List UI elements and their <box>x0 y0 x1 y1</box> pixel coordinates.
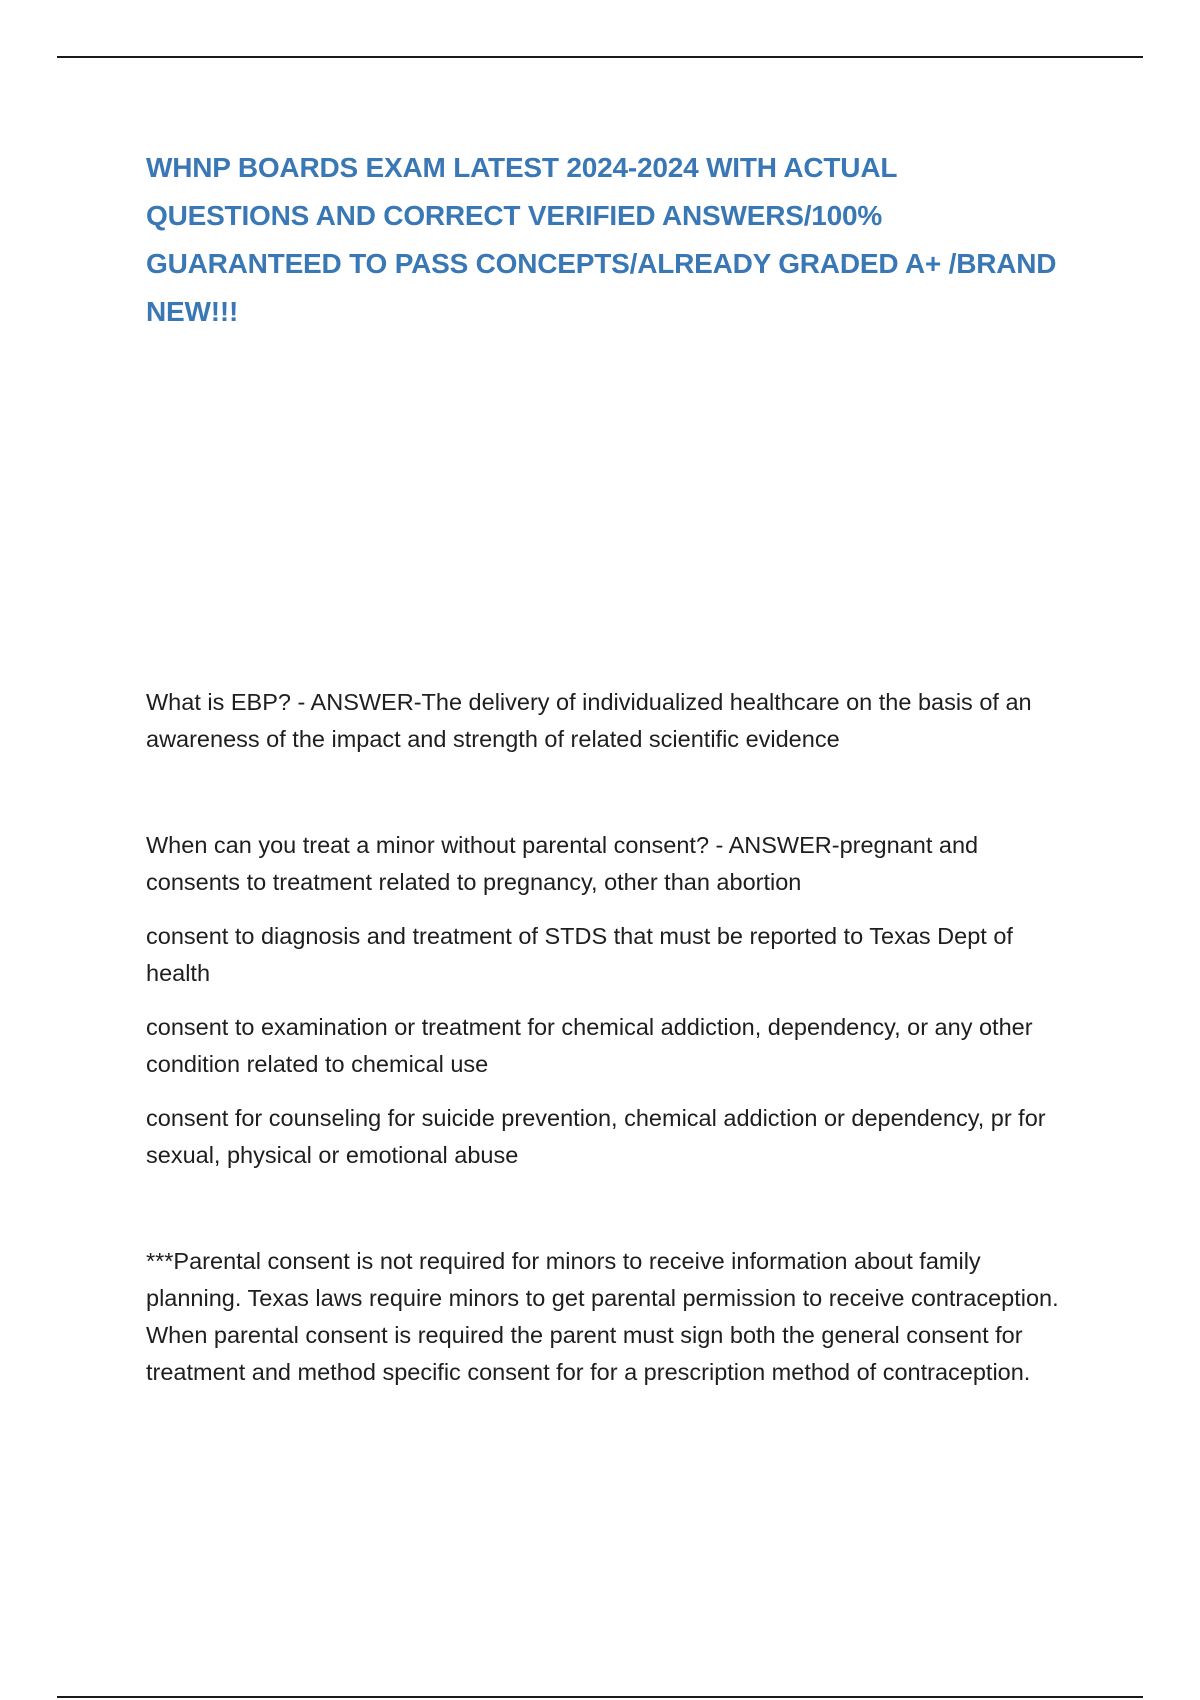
qa-ebp: What is EBP? - ANSWER-The delivery of individualized healthcare on the basis of an awareness of the impact and strength of related scientific evidence <box>146 689 1032 752</box>
qa-minor-consent: When can you treat a minor without parental consent? - ANSWER-pregnant and consents to treatment related to pregnancy, other than abortion <box>146 832 979 895</box>
answer-counseling: consent for counseling for suicide prevention, chemical addiction or dependency, pr for sexual, physical or emotional abuse <box>146 1105 1046 1168</box>
answer-stds: consent to diagnosis and treatment of STDS that must be reported to Texas Dept of health <box>146 923 1013 986</box>
bottom-rule <box>57 1696 1143 1698</box>
parental-consent-note: ***Parental consent is not required for minors to receive information about family planning. Texas laws require minors to get parental permission to receive contraception. When parental consent is required the parent must sign both the general consent for treatment and method specific consent for for a prescription method of contraception. <box>146 1248 1059 1385</box>
answer-chemical: consent to examination or treatment for chemical addiction, dependency, or any other condition related to chemical use <box>146 1014 1033 1077</box>
top-rule <box>57 56 1143 58</box>
document-title: WHNP BOARDS EXAM LATEST 2024-2024 WITH ACTUAL QUESTIONS AND CORRECT VERIFIED ANSWERS/100% GUARANTEED TO PASS CONCEPTS/ALREADY GRADED A+ /BRAND NEW!!! <box>146 152 1057 327</box>
